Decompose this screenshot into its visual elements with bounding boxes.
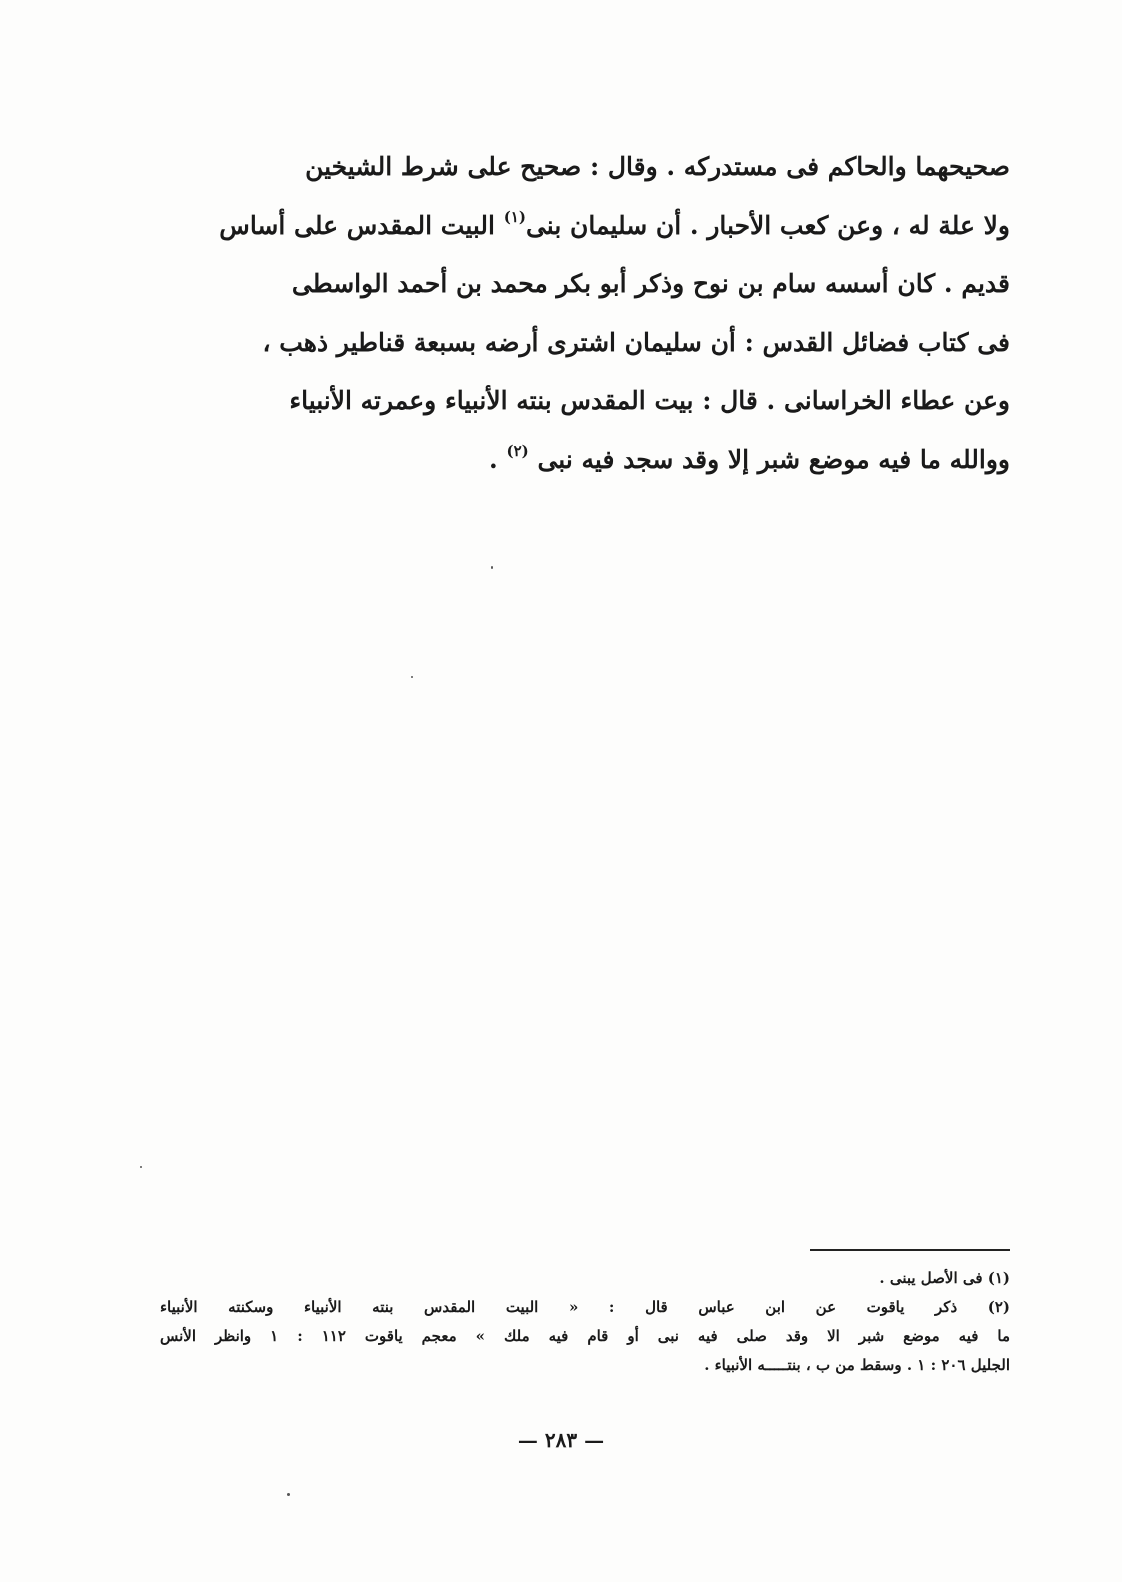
footnote-2-line-1: (٢) ذكر ياقوت عن ابن عباس قال : « البيت المقدس بنته الأنبياء وسكنته الأنبياء <box>160 1298 1010 1316</box>
body-line-3: قديم . كان أسسه سام بن نوح وذكر أبو بكر محمد بن أحمد الواسطى <box>291 269 1010 298</box>
scan-speck <box>287 1493 290 1496</box>
footnotes-block <box>160 1264 1010 1380</box>
page-number: — ٢٨٣ — <box>517 1428 605 1452</box>
footnote-2-line-3: الجليل ٢٠٦ : ١ . وسقط من ب ، بنتـــــه الأنبياء . <box>704 1356 1010 1374</box>
body-line-1: صحيحهما والحاكم فى مستدركه . وقال : صحيح على شرط الشيخين <box>305 152 1010 181</box>
body-line-2-start: ولا علة له ، وعن كعب الأحبار . أن سليمان بنى <box>525 210 1010 240</box>
footnote-separator <box>810 1249 1010 1251</box>
footnote-1: (١) فى الأصل يبنى . <box>879 1269 1010 1287</box>
body-line-5: وعن عطاء الخراسانى . قال : بيت المقدس بنته الأنبياء وعمرته الأنبياء <box>289 386 1010 415</box>
scan-speck <box>140 1166 142 1168</box>
body-line-6-text: ووالله ما فيه موضع شبر إلا وقد سجد فيه نبى <box>537 444 1010 474</box>
body-line-6 <box>170 431 1010 490</box>
footnote-ref-1[interactable]: (١) <box>503 207 526 226</box>
body-line-6-period: . <box>489 444 498 474</box>
scan-speck <box>411 676 413 678</box>
body-line-2 <box>170 197 1010 256</box>
body-line-2-end: البيت المقدس على أساس <box>219 210 495 240</box>
body-line-4: فى كتاب فضائل القدس : أن سليمان اشترى أرضه بسبعة قناطير ذهب ، <box>262 327 1010 357</box>
scan-speck <box>491 566 493 569</box>
main-body-text <box>170 138 1010 489</box>
footnote-ref-2[interactable]: (٢) <box>506 441 529 460</box>
footnote-2-line-2: ما فيه موضع شبر الا وقد صلى فيه نبى أو قام فيه ملك » معجم ياقوت ١١٢ : ١ وانظر الأنس <box>160 1327 1010 1345</box>
